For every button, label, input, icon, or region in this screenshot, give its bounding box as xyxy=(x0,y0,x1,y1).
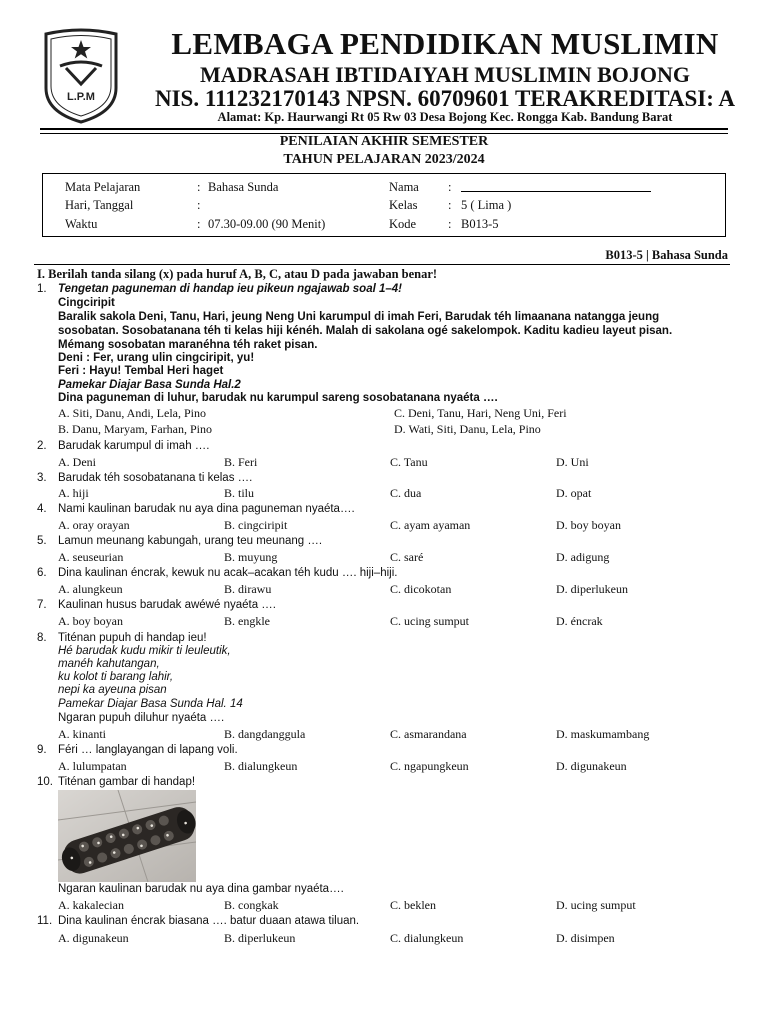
option-a[interactable]: A. hiji xyxy=(58,486,89,500)
question-number: 6. xyxy=(37,567,47,579)
option-b[interactable]: B. Danu, Maryam, Farhan, Pino xyxy=(58,422,212,436)
question-number: 1. xyxy=(37,283,47,295)
option-c[interactable]: C. beklen xyxy=(390,898,436,912)
question-number: 4. xyxy=(37,503,47,515)
question-number: 9. xyxy=(37,744,47,756)
question-text: Lamun meunang kabungah, urang teu meunang …. xyxy=(58,535,323,547)
option-a[interactable]: A. seuseurian xyxy=(58,550,124,564)
school-logo xyxy=(42,28,120,124)
option-b[interactable]: B. tilu xyxy=(224,486,255,500)
question-text: Ngaran kaulinan barudak nu aya dina gambar nyaéta…. xyxy=(58,883,344,895)
date-label: Hari, Tanggal xyxy=(65,198,134,212)
story-line: Baralik sakola Deni, Tanu, Hari, jeung Neng Uni karumpul di imah Feri, Barudak téh limaanana natangga jeung xyxy=(58,311,660,323)
source-note: Pamekar Diajar Basa Sunda Hal. 14 xyxy=(58,698,243,710)
story-line: Mémang sosobatan maranéhna téh raket pisan. xyxy=(58,339,318,351)
code-value: B013-5 xyxy=(461,217,499,231)
header-rule-thick xyxy=(40,128,728,130)
time-label: Waktu xyxy=(65,217,98,231)
exam-info-box xyxy=(42,173,726,237)
story-line: sosobatan. Sosobatanana téh ti kelas hiji kénéh. Malah di sakolana ogé sakelompok. Kaditu kadieu layeut pisan. xyxy=(58,325,673,337)
name-field[interactable] xyxy=(461,180,651,196)
class-label: Kelas xyxy=(389,198,418,212)
colon: : xyxy=(197,217,201,231)
school-name: MADRASAH IBTIDAIYAH MUSLIMIN BOJONG xyxy=(200,62,690,87)
name-label: Nama xyxy=(389,180,419,194)
option-a[interactable]: A. oray orayan xyxy=(58,518,130,532)
option-c[interactable]: C. dicokotan xyxy=(390,582,452,596)
option-c[interactable]: C. Tanu xyxy=(390,455,428,469)
code-label: Kode xyxy=(389,217,417,231)
colon: : xyxy=(448,198,452,212)
q10-intro: Titénan gambar di handap! xyxy=(58,776,196,788)
question-number: 10. xyxy=(37,776,53,788)
story-title: Cingciripit xyxy=(58,297,115,309)
subject-label: Mata Pelajaran xyxy=(65,180,141,194)
poem-line: ku kolot ti barang lahir, xyxy=(58,671,174,683)
option-a[interactable]: A. lulumpatan xyxy=(58,759,127,773)
option-a[interactable]: A. kakalecian xyxy=(58,898,124,912)
option-c[interactable]: C. ayam ayaman xyxy=(390,518,471,532)
option-d[interactable]: D. éncrak xyxy=(556,614,603,628)
dialog-line: Feri : Hayu! Tembal Heri haget xyxy=(58,365,224,377)
option-d[interactable]: D. digunakeun xyxy=(556,759,627,773)
colon: : xyxy=(448,217,452,231)
option-b[interactable]: B. dialungkeun xyxy=(224,759,298,773)
subject-value: Bahasa Sunda xyxy=(208,180,279,194)
option-d[interactable]: D. opat xyxy=(556,486,592,500)
congkak-board-image xyxy=(58,790,196,882)
time-value: 07.30-09.00 (90 Menit) xyxy=(208,217,326,231)
option-d[interactable]: D. maskumambang xyxy=(556,727,650,741)
colon: : xyxy=(448,180,452,194)
question-text: Nami kaulinan barudak nu aya dina paguneman nyaéta…. xyxy=(58,503,355,515)
option-b[interactable]: B. cingciripit xyxy=(224,518,288,532)
poem-line: manéh kahutangan, xyxy=(58,658,160,670)
option-a[interactable]: A. boy boyan xyxy=(58,614,123,628)
option-b[interactable]: B. diperlukeun xyxy=(224,931,296,945)
logo-text: L.P.M xyxy=(67,91,95,103)
question-number: 2. xyxy=(37,440,47,452)
question-number: 8. xyxy=(37,632,47,644)
question-text: Barudak karumpul di imah …. xyxy=(58,440,210,452)
poem-line: Hé barudak kudu mikir ti leuleutik, xyxy=(58,645,231,657)
option-c[interactable]: C. ngapungkeun xyxy=(390,759,469,773)
question-text: Ngaran pupuh diluhur nyaéta …. xyxy=(58,712,225,724)
option-b[interactable]: B. muyung xyxy=(224,550,278,564)
option-d[interactable]: D. adigung xyxy=(556,550,610,564)
question-text: Dina kaulinan éncrak biasana …. batur duaan atawa tiluan. xyxy=(58,915,360,927)
question-number: 3. xyxy=(37,472,47,484)
instruction: I. Berilah tanda silang (x) pada huruf A, B, C, atau D pada jawaban benar! xyxy=(37,267,438,281)
colon: : xyxy=(197,198,201,212)
page-code: B013-5 | Bahasa Sunda xyxy=(605,248,728,262)
option-a[interactable]: A. kinanti xyxy=(58,727,106,741)
exam-title: PENILAIAN AKHIR SEMESTER xyxy=(279,134,489,149)
school-ids: NIS. 111232170143 NPSN. 60709601 TERAKREDITASI: A xyxy=(155,86,735,111)
question-number: 7. xyxy=(37,599,47,611)
option-b[interactable]: B. engkle xyxy=(224,614,270,628)
star-icon xyxy=(71,40,91,59)
question-text: Féri … langlayangan di lapang voli. xyxy=(58,744,238,756)
question-text: Dina paguneman di luhur, barudak nu karumpul sareng sosobatanana nyaéta …. xyxy=(58,392,498,404)
option-c[interactable]: C. dialungkeun xyxy=(390,931,464,945)
option-d[interactable]: D. Uni xyxy=(556,455,589,469)
option-d[interactable]: D. ucing sumput xyxy=(556,898,636,912)
option-c[interactable]: C. Deni, Tanu, Hari, Neng Uni, Feri xyxy=(394,406,567,420)
institution-name: LEMBAGA PENDIDIKAN MUSLIMIN xyxy=(171,26,719,61)
option-a[interactable]: A. Siti, Danu, Andi, Lela, Pino xyxy=(58,406,206,420)
option-c[interactable]: C. ucing sumput xyxy=(390,614,470,628)
option-d[interactable]: D. disimpen xyxy=(556,931,615,945)
q8-intro: Titénan pupuh di handap ieu! xyxy=(58,632,207,644)
option-c[interactable]: C. dua xyxy=(390,486,422,500)
q1-intro: Tengetan paguneman di handap ieu pikeun ngajawab soal 1–4! xyxy=(58,283,403,295)
option-a[interactable]: A. Deni xyxy=(58,455,96,469)
option-c[interactable]: C. asmarandana xyxy=(390,727,467,741)
option-d[interactable]: D. boy boyan xyxy=(556,518,621,532)
colon: : xyxy=(197,180,201,194)
question-number: 11. xyxy=(37,915,53,927)
option-d[interactable]: D. Wati, Siti, Danu, Lela, Pino xyxy=(394,422,541,436)
option-a[interactable]: A. alungkeun xyxy=(58,582,123,596)
class-value: 5 ( Lima ) xyxy=(461,198,512,212)
source-note: Pamekar Diajar Basa Sunda Hal.2 xyxy=(58,379,241,391)
exam-year: TAHUN PELAJARAN 2023/2024 xyxy=(283,152,485,167)
option-b[interactable]: B. Feri xyxy=(224,455,258,469)
option-b[interactable]: B. dangdanggula xyxy=(224,727,306,741)
school-address: Alamat: Kp. Haurwangi Rt 05 Rw 03 Desa Bojong Kec. Rongga Kab. Bandung Barat xyxy=(217,110,673,124)
question-text: Dina kaulinan éncrak, kewuk nu acak–acakan téh kudu …. hiji–hiji. xyxy=(58,567,398,579)
option-c[interactable]: C. saré xyxy=(390,550,424,564)
question-text: Barudak téh sosobatanana ti kelas …. xyxy=(58,472,253,484)
option-b[interactable]: B. dirawu xyxy=(224,582,272,596)
option-d[interactable]: D. diperlukeun xyxy=(556,582,628,596)
question-text: Kaulinan husus barudak awéwé nyaéta …. xyxy=(58,599,277,611)
option-b[interactable]: B. congkak xyxy=(224,898,279,912)
section-rule xyxy=(34,264,730,265)
option-a[interactable]: A. digunakeun xyxy=(58,931,129,945)
question-number: 5. xyxy=(37,535,47,547)
dialog-line: Deni : Fer, urang ulin cingciripit, yu! xyxy=(58,352,255,364)
poem-line: nepi ka ayeuna pisan xyxy=(58,684,167,696)
